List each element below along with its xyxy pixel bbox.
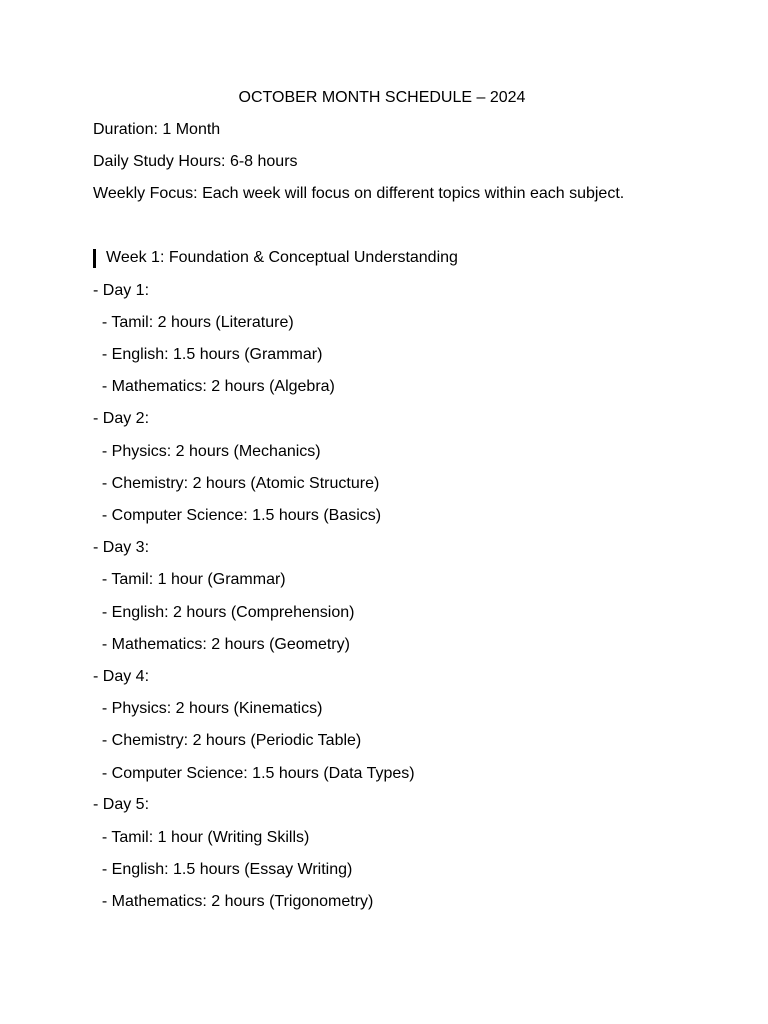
day-label: - Day 4: xyxy=(93,668,150,685)
schedule-item: - Computer Science: 1.5 hours (Basics) xyxy=(93,507,382,524)
document-title: OCTOBER MONTH SCHEDULE – 2024 xyxy=(238,89,526,106)
schedule-item: - Tamil: 2 hours (Literature) xyxy=(93,314,294,331)
day-label: - Day 1: xyxy=(93,282,150,299)
schedule-item: - Physics: 2 hours (Kinematics) xyxy=(93,700,323,717)
schedule-item: - Mathematics: 2 hours (Geometry) xyxy=(93,636,350,653)
schedule-item: - Physics: 2 hours (Mechanics) xyxy=(93,443,321,460)
heading-marker xyxy=(93,249,96,268)
schedule-item: - Tamil: 1 hour (Grammar) xyxy=(93,571,286,588)
duration-line: Duration: 1 Month xyxy=(93,121,221,138)
schedule-item: - English: 1.5 hours (Essay Writing) xyxy=(93,861,353,878)
schedule-item: - Computer Science: 1.5 hours (Data Types) xyxy=(93,765,415,782)
day-label: - Day 5: xyxy=(93,796,150,813)
daily-hours-line: Daily Study Hours: 6-8 hours xyxy=(93,153,298,170)
schedule-item: - Mathematics: 2 hours (Trigonometry) xyxy=(93,893,374,910)
day-label: - Day 3: xyxy=(93,539,150,556)
schedule-item: - Tamil: 1 hour (Writing Skills) xyxy=(93,829,310,846)
schedule-item: - English: 2 hours (Comprehension) xyxy=(93,604,355,621)
weekly-focus-line: Weekly Focus: Each week will focus on different topics within each subject. xyxy=(93,185,625,202)
schedule-item: - Chemistry: 2 hours (Periodic Table) xyxy=(93,732,362,749)
schedule-item: - English: 1.5 hours (Grammar) xyxy=(93,346,323,363)
day-label: - Day 2: xyxy=(93,410,150,427)
schedule-item: - Mathematics: 2 hours (Algebra) xyxy=(93,378,335,395)
week1-heading: Week 1: Foundation & Conceptual Understanding xyxy=(106,249,458,266)
schedule-item: - Chemistry: 2 hours (Atomic Structure) xyxy=(93,475,380,492)
